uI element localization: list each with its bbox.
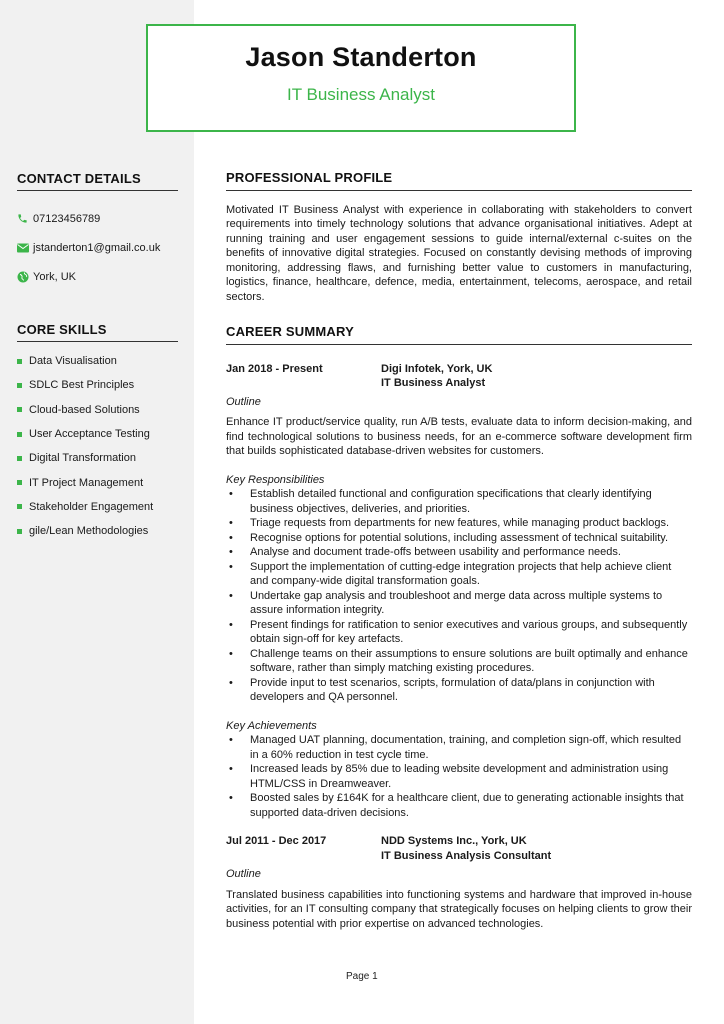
skill-item: Cloud-based Solutions — [17, 398, 178, 422]
list-item: • Provide input to test scenarios, scripts, formulation of data/plans in conjunction with developers and QA personnel. — [250, 676, 692, 705]
job-role: IT Business Analyst — [381, 377, 486, 389]
responsibilities-list — [226, 487, 692, 705]
job-entry — [226, 362, 692, 821]
achievements-list — [226, 733, 692, 820]
bullet-square-icon — [17, 432, 22, 437]
list-item: • Triage requests from departments for new features, while managing product backlogs. — [250, 516, 692, 531]
job-outline: Enhance IT product/service quality, run A/B tests, evaluate data to inform decision-making, and find technological solutions to business needs, for an e-commerce software development firm that builds sophisticated database-driven websites for customers. — [226, 416, 692, 457]
candidate-title: IT Business Analyst — [286, 85, 436, 104]
job-company: NDD Systems Inc., York, UK — [381, 835, 527, 847]
list-item: • Increased leads by 85% due to leading website development and administration using HTML/CSS in Dreamweaver. — [250, 762, 692, 791]
list-item: • Support the implementation of cutting-edge integration projects that help achieve client and company-wide digital transformation goals. — [250, 560, 692, 589]
globe-icon — [17, 271, 33, 283]
list-item: • Recognise options for potential solutions, including assessment of technical suitability. — [250, 531, 692, 546]
contact-section — [17, 171, 178, 291]
job-outline: Translated business capabilities into functioning systems and hardware that improved in-house activities, for an IT consulting company that strategically focuses on helping clients to grow their business potential with prior expertise on advanced technologies. — [226, 888, 692, 930]
bullet-square-icon — [17, 407, 22, 412]
skill-item: Data Visualisation — [17, 349, 178, 373]
list-item: • Establish detailed functional and configuration specifications that clearly identifying business objectives, deliveries, and priorities. — [250, 487, 692, 516]
bullet-square-icon — [17, 456, 22, 461]
skills-heading: CORE SKILLS — [17, 322, 178, 342]
job-entry — [226, 834, 692, 931]
job-header — [226, 834, 692, 863]
contact-phone-text: 07123456789 — [33, 212, 101, 225]
page-number: Page 1 — [346, 971, 378, 982]
achievements-label: Key Achievements — [226, 719, 317, 732]
bullet-square-icon — [17, 504, 22, 509]
job-company: Digi Infotek, York, UK — [381, 362, 493, 375]
list-item: • Boosted sales by £164K for a healthcare client, due to generating actionable insights that supported data-driven decisions. — [250, 791, 692, 820]
list-item: • Managed UAT planning, documentation, training, and completion sign-off, which resulted in a 60% reduction in test cycle time. — [250, 733, 692, 762]
profile-text: Motivated IT Business Analyst with experience in collaborating with stakeholders to convert requirements into timely technology solutions that advance organisational initiatives. Adept at running training and user engagement sessions to guide internal/external c-suites on the benefits of innovative digital strategies. Focused on constantly devising methods of improving monitoring, addressing flaws, and furnishing better value to customers in manufacturing, logistics, finance, healthcare, defence, media, entertainment, telecoms, aerospace, and retail sectors. — [226, 203, 692, 303]
outline-label: Outline — [226, 395, 261, 408]
skill-item: User Acceptance Testing — [17, 422, 178, 446]
profile-section — [226, 171, 692, 304]
contact-email-text: jstanderton1@gmail.co.uk — [33, 241, 161, 254]
job-dates: Jul 2011 - Dec 2017 — [226, 835, 327, 847]
bullet-square-icon — [17, 383, 22, 388]
skill-item: SDLC Best Principles — [17, 373, 178, 397]
skill-item: Digital Transformation — [17, 446, 178, 470]
contact-heading: CONTACT DETAILS — [17, 171, 178, 191]
phone-icon — [17, 213, 33, 224]
contact-location — [17, 262, 178, 291]
candidate-name: Jason Standerton — [245, 42, 477, 72]
list-item: • Challenge teams on their assumptions to ensure solutions are built optimally and enhance software, rather than simply matching existing procedures. — [250, 647, 692, 676]
envelope-icon — [17, 243, 33, 253]
bullet-square-icon — [17, 359, 22, 364]
contact-phone — [17, 204, 178, 233]
list-item: • Analyse and document trade-offs between usability and performance needs. — [250, 545, 692, 560]
responsibilities-label: Key Responsibilities — [226, 473, 325, 486]
bullet-square-icon — [17, 529, 22, 534]
profile-heading: PROFESSIONAL PROFILE — [226, 171, 692, 191]
outline-label: Outline — [226, 868, 261, 880]
skill-item: Stakeholder Engagement — [17, 495, 178, 519]
job-dates: Jan 2018 - Present — [226, 362, 323, 375]
job-header — [226, 362, 692, 391]
list-item: • Present findings for ratification to senior executives and various groups, and subsequently obtain sign-off for key artefacts. — [250, 618, 692, 647]
list-item: • Undertake gap analysis and troubleshoot and merge data across multiple systems to assure information integrity. — [250, 589, 692, 618]
header-box — [146, 24, 576, 132]
contact-email — [17, 233, 178, 262]
career-heading: CAREER SUMMARY — [226, 325, 692, 345]
career-section — [226, 325, 692, 931]
skill-item: gile/Lean Methodologies — [17, 519, 178, 543]
skills-section — [17, 322, 178, 543]
contact-location-text: York, UK — [33, 270, 77, 283]
bullet-square-icon — [17, 480, 22, 485]
job-role: IT Business Analysis Consultant — [381, 849, 552, 862]
skill-item: IT Project Management — [17, 470, 178, 494]
